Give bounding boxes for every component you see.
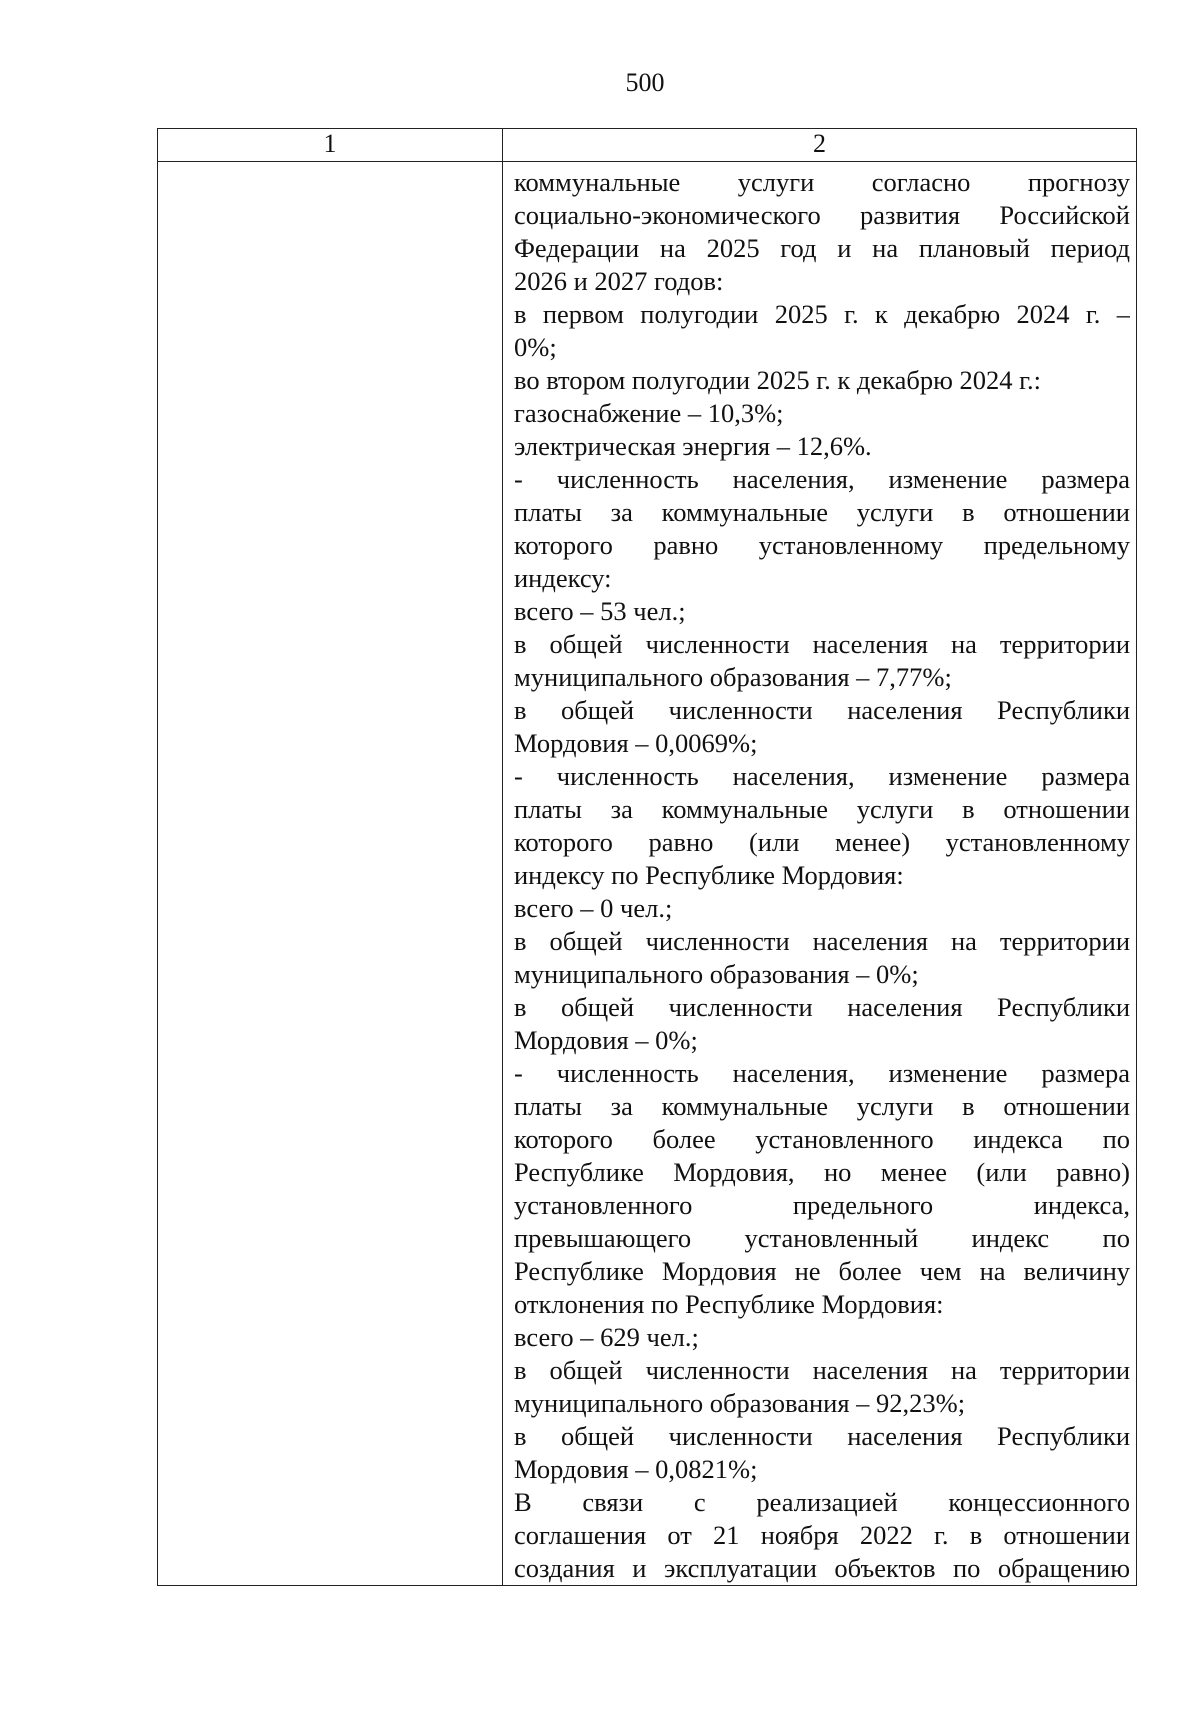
column-header-1: 1 <box>158 129 503 162</box>
text-line: платы за коммунальные услуги в отношении <box>514 1091 1130 1121</box>
text-line: коммунальные услуги согласно прогнозу <box>514 167 1130 197</box>
text-line: которого равно установленному предельному <box>514 530 1130 560</box>
text-line: платы за коммунальные услуги в отношении <box>514 497 1130 527</box>
text-line: которого более установленного индекса по <box>514 1124 1130 1154</box>
text-line: в первом полугодии 2025 г. к декабрю 2024 г. – <box>514 299 1130 329</box>
page-number: 500 <box>625 68 665 97</box>
text-line: - численность населения, изменение размера <box>514 761 1130 791</box>
text-line: всего – 629 чел.; <box>514 1322 699 1352</box>
text-line: создания и эксплуатации объектов по обращению <box>514 1553 1130 1583</box>
text-line: в общей численности населения Республики <box>514 992 1130 1022</box>
text-line: - численность населения, изменение размера <box>514 464 1130 494</box>
text-line: муниципального образования – 0%; <box>514 959 919 989</box>
text-line: которого равно (или менее) установленному <box>514 827 1130 857</box>
text-line: во втором полугодии 2025 г. к декабрю 2024 г.: <box>514 365 1042 395</box>
table-cell-column-2 <box>503 162 1137 1586</box>
text-line: превышающего установленный индекс по <box>514 1223 1130 1253</box>
text-line: Федерации на 2025 год и на плановый период <box>514 233 1130 263</box>
text-line: В связи с реализацией концессионного <box>514 1487 1130 1517</box>
table-header-row <box>158 129 1137 162</box>
text-line: в общей численности населения на территории <box>514 629 1130 659</box>
text-line: Мордовия – 0,0821%; <box>514 1454 758 1484</box>
column-header-2: 2 <box>503 129 1137 162</box>
text-line: - численность населения, изменение размера <box>514 1058 1130 1088</box>
text-line: муниципального образования – 92,23%; <box>514 1388 966 1418</box>
text-line: отклонения по Республике Мордовия: <box>514 1289 944 1319</box>
text-line: электрическая энергия – 12,6%. <box>514 431 872 461</box>
text-line: в общей численности населения на территории <box>514 926 1130 956</box>
text-line: индексу: <box>514 563 612 593</box>
table-cell-column-1 <box>158 162 503 1586</box>
text-line: индексу по Республике Мордовия: <box>514 860 904 890</box>
text-line: соглашения от 21 ноября 2022 г. в отношении <box>514 1520 1130 1550</box>
text-line: газоснабжение – 10,3%; <box>514 398 784 428</box>
text-line: Республике Мордовия, но менее (или равно) <box>514 1157 1130 1187</box>
text-line: в общей численности населения Республики <box>514 1421 1130 1451</box>
text-line: всего – 0 чел.; <box>514 893 673 923</box>
document-table <box>157 128 1137 1586</box>
text-line: Республике Мордовия не более чем на величину <box>514 1256 1130 1286</box>
text-line: платы за коммунальные услуги в отношении <box>514 794 1130 824</box>
text-line: муниципального образования – 7,77%; <box>514 662 952 692</box>
text-line: Мордовия – 0,0069%; <box>514 728 758 758</box>
text-line: в общей численности населения на территории <box>514 1355 1130 1385</box>
text-line: Мордовия – 0%; <box>514 1025 698 1055</box>
text-line: 2026 и 2027 годов: <box>514 266 724 296</box>
text-line: социально-экономического развития Российской <box>514 200 1130 230</box>
text-line: всего – 53 чел.; <box>514 596 686 626</box>
text-line: 0%; <box>514 332 557 362</box>
text-line: установленного предельного индекса, <box>514 1190 1130 1220</box>
table-row <box>158 162 1137 1586</box>
cell-text-block <box>503 162 1136 1585</box>
text-line: в общей численности населения Республики <box>514 695 1130 725</box>
